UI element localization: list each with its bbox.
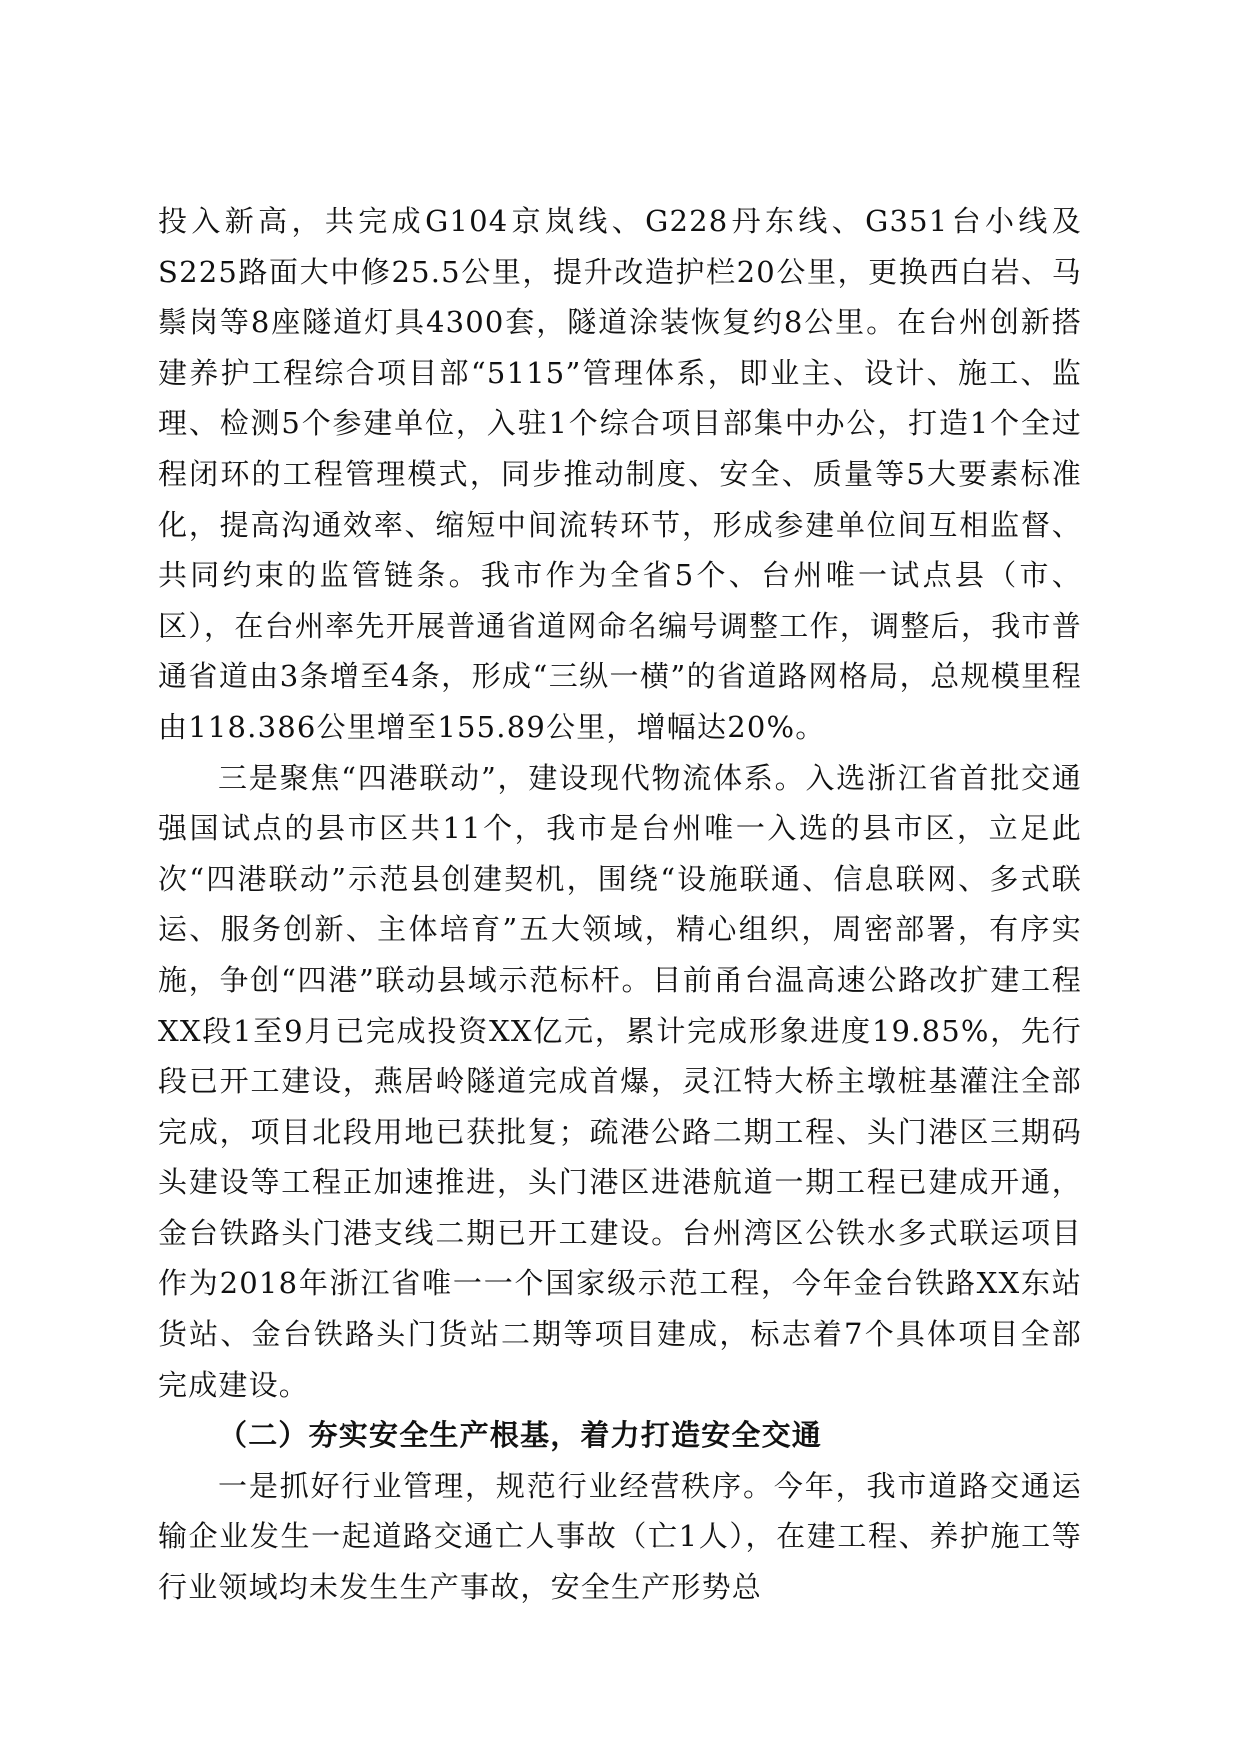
paragraph-industry-management: 一是抓好行业管理，规范行业经营秩序。今年，我市道路交通运输企业发生一起道路交通亡人事故（亡1人），在建工程、养护施工等行业领域均未发生生产事故，安全生产形势总: [158, 1468, 1082, 1605]
section-heading-safety: （二）夯实安全生产根基，着力打造安全交通: [218, 1418, 823, 1453]
document-body: [158, 196, 1082, 1613]
paragraph-four-ports-linkage: 三是聚焦“四港联动”，建设现代物流体系。入选浙江省首批交通强国试点的县市区共11个，我市是台州唯一入选的县市区，立足此次“四港联动”示范县创建契机，围绕“设施联通、信息联网、多式联运、服务创新、主体培育”五大领域，精心组织，周密部署，有序实施，争创“四港”联动县域示范标杆。目前甬台温高速公路改扩建工程XX段1至9月已完成投资XX亿元，累计完成形象进度19.85%，先行段已开工建设，燕居岭隧道完成首爆，灵江特大桥主墩桩基灌注全部完成，项目北段用地已获批复；疏港公路二期工程、头门港区三期码头建设等工程正加速推进，头门港区进港航道一期工程已建成开通，金台铁路头门港支线二期已开工建设。台州湾区公铁水多式联运项目作为2018年浙江省唯一一个国家级示范工程，今年金台铁路XX东站货站、金台铁路头门货站二期等项目建成，标志着7个具体项目全部完成建设。: [158, 760, 1082, 1402]
paragraph-road-maintenance: 投入新高，共完成G104京岚线、G228丹东线、G351台小线及S225路面大中修25.5公里，提升改造护栏20公里，更换西白岩、马鬃岗等8座隧道灯具4300套，隧道涂装恢复约8公里。在台州创新搭建养护工程综合项目部“5115”管理体系，即业主、设计、施工、监理、检测5个参建单位，入驻1个综合项目部集中办公，打造1个全过程闭环的工程管理模式，同步推动制度、安全、质量等5大要素标准化，提高沟通效率、缩短中间流转环节，形成参建单位间互相监督、共同约束的监管链条。我市作为全省5个、台州唯一试点县（市、区），在台州率先开展普通省道网命名编号调整工作，调整后，我市普通省道由3条增至4条，形成“三纵一横”的省道路网格局，总规模里程由118.386公里增至155.89公里，增幅达20%。: [158, 204, 1082, 744]
